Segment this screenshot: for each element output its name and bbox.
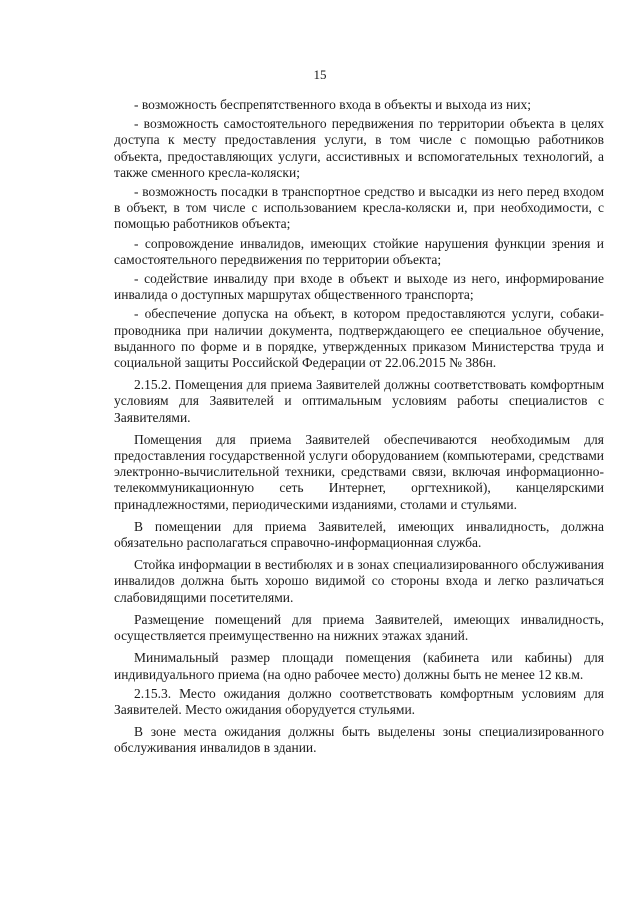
paragraph: - сопровождение инвалидов, имеющих стойкие нарушения функции зрения и самостоятельного передвижения по территории объекта; <box>114 235 604 267</box>
paragraph: - обеспечение допуска на объект, в котором предоставляются услуги, собаки-проводника при наличии документа, подтверждающего ее специальное обучение, выданного по форме и в порядке, утвержденных приказом Министерства труда и социальной защиты Российской Федерации от 22.06.2015 № 386н. <box>114 306 604 371</box>
paragraph: 2.15.2. Помещения для приема Заявителей должны соответствовать комфортным условиям для Заявителей и оптимальным условиям работы специалистов с Заявителями. <box>114 377 604 425</box>
paragraph: В помещении для приема Заявителей, имеющих инвалидность, должна обязательно располагаться справочно-информационная служба. <box>114 518 604 551</box>
document-body <box>114 97 604 760</box>
page-number: 15 <box>313 67 327 82</box>
paragraph: Минимальный размер площади помещения (кабинета или кабины) для индивидуального приема (на одно рабочее место) должны быть не менее 12 кв.м. <box>114 650 604 682</box>
paragraph: Стойка информации в вестибюлях и в зонах специализированного обслуживания инвалидов должна быть хорошо видимой со стороны входа и легко различаться слабовидящими посетителями. <box>114 557 604 605</box>
paragraph: - возможность посадки в транспортное средство и высадки из него перед входом в объект, в том числе с использованием кресла-коляски и, при необходимости, с помощью работников объекта; <box>114 184 604 232</box>
paragraph: 2.15.3. Место ожидания должно соответствовать комфортным условиям для Заявителей. Место ожидания оборудуется стульями. <box>114 685 604 717</box>
paragraph: Помещения для приема Заявителей обеспечиваются необходимым для предоставления государственной услуги оборудованием (компьютерами, средствами электронно-вычислительной техники, средствами связи, включая информационно-телекоммуникационную сеть Интернет, оргтехникой), канцелярскими принадлежностями, периодическими изданиями, столами и стульями. <box>114 431 604 512</box>
paragraph: - возможность самостоятельного передвижения по территории объекта в целях доступа к месту предоставления услуги, в том числе с помощью работников объекта, предоставляющих услуги, ассистивных и вспомогательных технологий, а также сменного кресла-коляски; <box>114 116 604 180</box>
paragraph: Размещение помещений для приема Заявителей, имеющих инвалидность, осуществляется преимущественно на нижних этажах зданий. <box>114 611 604 644</box>
paragraph: - возможность беспрепятственного входа в объекты и выхода из них; <box>134 97 531 112</box>
paragraph: - содействие инвалиду при входе в объект и выходе из него, информирование инвалида о доступных маршрутах общественного транспорта; <box>114 271 604 303</box>
paragraph: В зоне места ожидания должны быть выделены зоны специализированного обслуживания инвалидов в здании. <box>114 724 604 756</box>
